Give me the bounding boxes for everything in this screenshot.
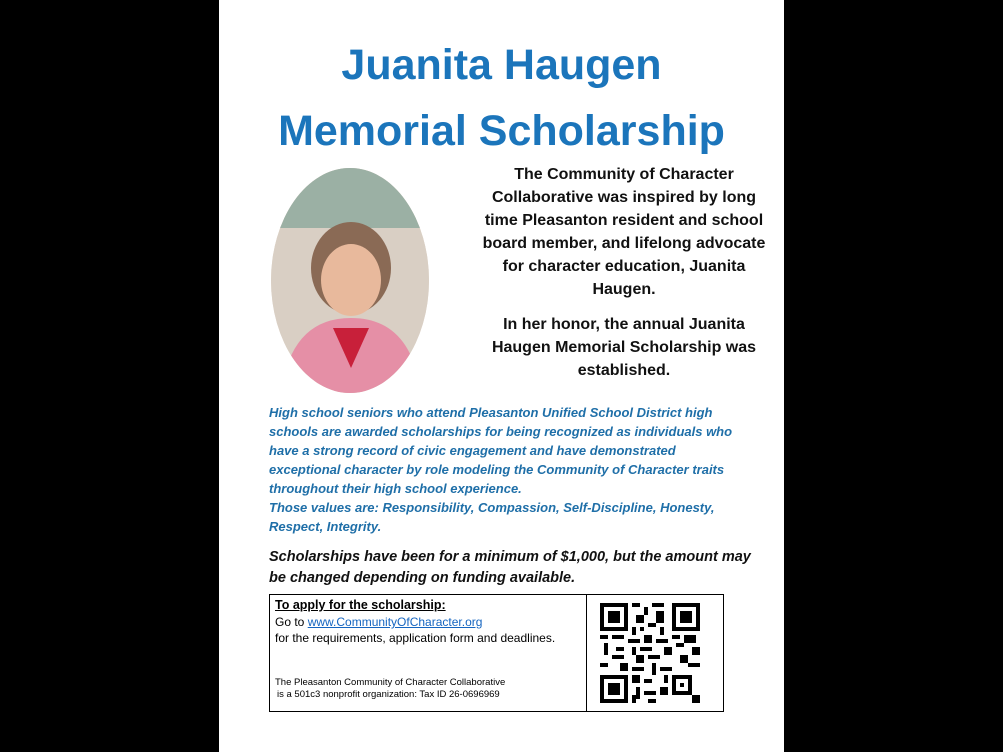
website-link[interactable]: www.CommunityOfCharacter.org bbox=[307, 615, 483, 629]
eligibility-paragraph: High school seniors who attend Pleasanton Unified School District high schools are awarded scholarships for being recognized as individuals who have a strong record of civic engagement and have demonstrated exceptional character by role modeling the Community of Character traits throughout their high school experience. bbox=[269, 405, 733, 496]
nonprofit-line-2: is a 501c3 nonprofit organization: Tax ID 26-0696969 bbox=[277, 689, 500, 700]
nonprofit-line-1: The Pleasanton Community of Character Collaborative bbox=[275, 677, 506, 688]
intro-paragraph-2: In her honor, the annual Juanita Haugen Memorial Scholarship was established. bbox=[491, 316, 757, 379]
apply-box bbox=[269, 594, 724, 712]
apply-heading: To apply for the scholarship: bbox=[275, 598, 446, 612]
title-line-2: Memorial Scholarship bbox=[278, 107, 725, 155]
intro-paragraph-1: The Community of Character Collaborative was inspired by long time Pleasanton resident and school board member, and lifelong advocate for character education, Juanita Haugen. bbox=[482, 166, 766, 298]
qr-code-icon bbox=[600, 603, 700, 703]
minimum-amount-paragraph: Scholarships have been for a minimum of $1,000, but the amount may be changed depending on funding available. bbox=[269, 549, 751, 586]
title-line-1: Juanita Haugen bbox=[341, 41, 662, 89]
requirements-text: for the requirements, application form and deadlines. bbox=[275, 631, 556, 645]
flyer-page bbox=[219, 0, 784, 752]
values-paragraph: Those values are: Responsibility, Compassion, Self-Discipline, Honesty, Respect, Integrity. bbox=[269, 500, 715, 534]
nonprofit-note bbox=[275, 677, 505, 701]
apply-info-cell bbox=[270, 595, 587, 711]
goto-prefix: Go to bbox=[275, 615, 305, 629]
juanita-haugen-photo bbox=[271, 168, 429, 393]
goto-line bbox=[275, 615, 482, 629]
